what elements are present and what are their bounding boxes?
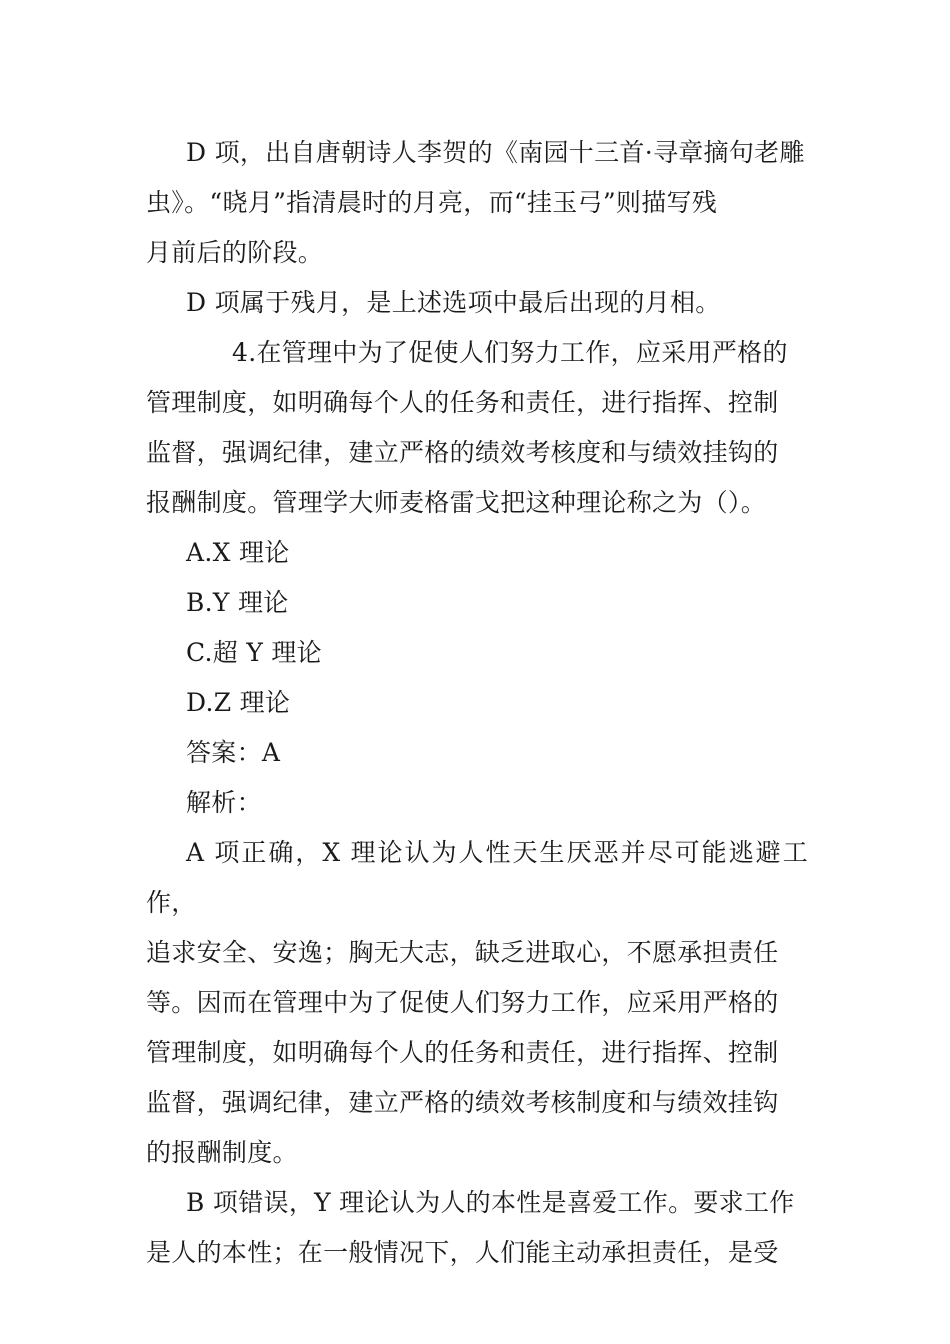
option-c: C.超 Y 理论 bbox=[186, 638, 322, 667]
option-b: B.Y 理论 bbox=[186, 588, 289, 617]
question-line: 4.在管理中为了促使人们努力工作，应采用严格的 bbox=[232, 338, 788, 367]
question-line: 管理制度，如明确每个人的任务和责任，进行指挥、控制 bbox=[146, 388, 779, 417]
analysis-option-a bbox=[146, 828, 808, 1178]
question-line: 报酬制度。管理学大师麦格雷戈把这种理论称之为（）。 bbox=[146, 488, 767, 517]
analysis-line: 监督，强调纪律，建立严格的绩效考核制度和与绩效挂钩 bbox=[146, 1088, 779, 1117]
analysis-line: 是人的本性；在一般情况下，人们能主动承担责任，是受 bbox=[146, 1238, 779, 1267]
question-4 bbox=[146, 328, 808, 528]
option-a: A.X 理论 bbox=[186, 538, 290, 567]
analysis-line: 管理制度，如明确每个人的任务和责任，进行指挥、控制 bbox=[146, 1038, 779, 1067]
analysis-line: 追求安全、安逸；胸无大志，缺乏进取心，不愿承担责任 bbox=[146, 938, 779, 967]
option-d: D.Z 理论 bbox=[186, 688, 291, 717]
analysis-line: 等。因而在管理中为了促使人们努力工作，应采用严格的 bbox=[146, 988, 779, 1017]
analysis-line: B 项错误，Y 理论认为人的本性是喜爱工作。要求工作 bbox=[186, 1188, 795, 1217]
text-line: 月前后的阶段。 bbox=[146, 238, 324, 267]
analysis-option-b bbox=[146, 1178, 808, 1278]
analysis-line: 的报酬制度。 bbox=[146, 1138, 298, 1167]
paragraph-option-d-conclusion: D 项属于残月，是上述选项中最后出现的月相。 bbox=[186, 288, 721, 317]
analysis-line: A 项正确，X 理论认为人性天生厌恶并尽可能逃避工作， bbox=[146, 838, 808, 917]
text-line: 虫》。“晓月”指清晨时的月亮，而“挂玉弓”则描写残 bbox=[146, 188, 718, 217]
document-body bbox=[146, 128, 808, 1278]
text-line: D 项，出自唐朝诗人李贺的《南园十三首·寻章摘句老雕 bbox=[186, 138, 805, 167]
paragraph-option-d-explanation bbox=[146, 128, 808, 278]
question-line: 监督，强调纪律，建立严格的绩效考核度和与绩效挂钩的 bbox=[146, 438, 779, 467]
answer: 答案：A bbox=[186, 738, 281, 767]
analysis-label: 解析： bbox=[186, 788, 262, 817]
